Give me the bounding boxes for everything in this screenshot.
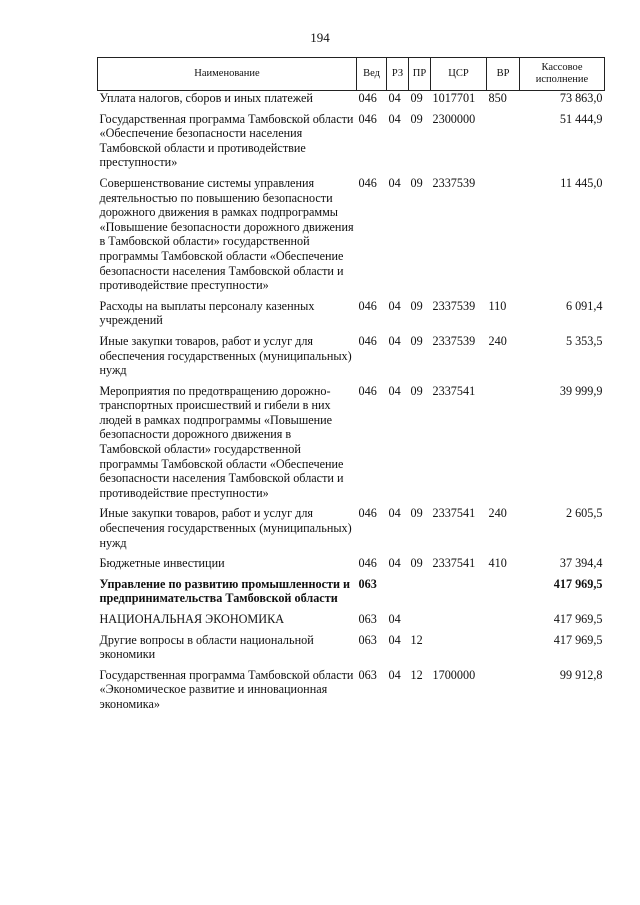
cell-vr: 240 bbox=[488, 333, 507, 348]
cell-vr: 850 bbox=[488, 91, 507, 105]
cell-vr bbox=[487, 170, 520, 293]
cell-ved: 046 bbox=[358, 298, 377, 313]
cell-name: Другие вопросы в области национальной экономики bbox=[99, 632, 314, 662]
cell-csr: 2337539 bbox=[432, 333, 476, 348]
cell-amount: 11 445,0 bbox=[560, 175, 603, 190]
header-pr: ПР bbox=[409, 58, 431, 91]
cell-amount: 417 969,5 bbox=[553, 632, 603, 647]
table-header-row bbox=[98, 58, 605, 91]
cell-rz: 04 bbox=[388, 667, 401, 682]
cell-vr: 410 bbox=[488, 556, 507, 571]
cell-amount: 5 353,5 bbox=[565, 333, 603, 348]
cell-ved: 063 bbox=[358, 632, 377, 647]
cell-ved: 046 bbox=[358, 383, 377, 398]
cell-vr bbox=[487, 627, 520, 662]
cell-name: Совершенствование системы управления деятельностью по повышению безопасности дорожного движения в рамках подпрограммы «Повышение безопасности дорожного движения в Тамбовской области» государственной программы Тамбовской области «Обеспечение безопасности населения Тамбовской области и противодействие преступности» bbox=[99, 175, 354, 293]
cell-ved: 063 bbox=[358, 667, 377, 682]
cell-vr bbox=[487, 106, 520, 170]
table-row bbox=[98, 550, 605, 571]
cell-rz: 04 bbox=[388, 383, 401, 398]
cell-rz: 04 bbox=[388, 91, 401, 105]
cell-name: Мероприятия по предотвращению дорожно-транспортных происшествий и гибели в них людей в рамках подпрограммы «Повышение безопасности дорожного движения в Тамбовской области» государственной программы Тамбовской области «Обеспечение безопасности населения Тамбовской области и противодействие преступности» bbox=[99, 383, 344, 500]
budget-table bbox=[97, 57, 605, 712]
table-row bbox=[98, 91, 605, 106]
cell-name: Уплата налогов, сборов и иных платежей bbox=[99, 91, 313, 105]
cell-name: Иные закупки товаров, работ и услуг для обеспечения государственных (муниципальных) нужд bbox=[99, 333, 352, 378]
cell-csr: 2337541 bbox=[432, 506, 476, 521]
cell-pr: 09 bbox=[410, 91, 423, 105]
cell-amount: 99 912,8 bbox=[559, 667, 603, 682]
cell-name: Управление по развитию промышленности и предпринимательства Тамбовской области bbox=[99, 576, 351, 606]
cell-pr: 09 bbox=[410, 111, 423, 126]
cell-amount: 39 999,9 bbox=[559, 383, 603, 398]
cell-amount: 51 444,9 bbox=[559, 111, 603, 126]
cell-csr: 2337541 bbox=[432, 556, 476, 571]
cell-amount: 37 394,4 bbox=[559, 556, 603, 571]
header-amount: Кассовое исполнение bbox=[520, 58, 605, 91]
cell-name: Государственная программа Тамбовской области «Обеспечение безопасности населения Тамбовской области и противодействие преступности» bbox=[99, 111, 354, 170]
cell-pr bbox=[409, 606, 431, 627]
table-row bbox=[98, 662, 605, 712]
cell-amount: 417 969,5 bbox=[553, 612, 603, 626]
header-rz: РЗ bbox=[387, 58, 409, 91]
table-row bbox=[98, 170, 605, 293]
table-row bbox=[98, 627, 605, 662]
cell-pr: 09 bbox=[410, 506, 423, 521]
cell-ved: 046 bbox=[358, 175, 377, 190]
cell-ved: 046 bbox=[358, 556, 377, 571]
cell-pr bbox=[409, 571, 431, 606]
cell-ved: 046 bbox=[358, 506, 377, 521]
cell-name: Иные закупки товаров, работ и услуг для обеспечения государственных (муниципальных) нужд bbox=[99, 506, 352, 550]
table-body bbox=[98, 91, 605, 712]
cell-rz: 04 bbox=[388, 175, 401, 190]
cell-ved: 046 bbox=[358, 111, 377, 126]
table-row bbox=[98, 328, 605, 378]
header-ved: Вед bbox=[357, 58, 387, 91]
cell-rz: 04 bbox=[388, 298, 401, 313]
cell-amount: 6 091,4 bbox=[565, 298, 603, 313]
cell-csr: 1017701 bbox=[432, 91, 476, 105]
header-vr: ВР bbox=[487, 58, 520, 91]
header-csr: ЦСР bbox=[431, 58, 487, 91]
cell-name: НАЦИОНАЛЬНАЯ ЭКОНОМИКА bbox=[99, 612, 284, 626]
cell-amount: 417 969,5 bbox=[553, 576, 603, 591]
cell-vr bbox=[487, 662, 520, 712]
page-number: 194 bbox=[310, 30, 330, 45]
cell-pr: 09 bbox=[410, 298, 423, 313]
cell-rz: 04 bbox=[388, 111, 401, 126]
cell-vr: 240 bbox=[488, 506, 507, 521]
cell-rz: 04 bbox=[388, 506, 401, 521]
cell-ved: 063 bbox=[358, 612, 377, 626]
table-row bbox=[98, 106, 605, 170]
cell-amount: 73 863,0 bbox=[559, 91, 603, 105]
table-row bbox=[98, 378, 605, 501]
cell-rz: 04 bbox=[388, 333, 401, 348]
cell-rz: 04 bbox=[388, 632, 401, 647]
cell-rz: 04 bbox=[388, 556, 401, 571]
cell-csr: 2300000 bbox=[432, 111, 476, 126]
cell-pr: 09 bbox=[410, 556, 423, 571]
table-row bbox=[98, 293, 605, 328]
header-name: Наименование bbox=[98, 58, 357, 91]
cell-vr bbox=[487, 378, 520, 501]
cell-csr: 2337539 bbox=[432, 298, 476, 313]
cell-pr: 09 bbox=[410, 383, 423, 398]
cell-ved: 063 bbox=[358, 576, 377, 591]
cell-ved: 046 bbox=[358, 91, 377, 105]
table-row bbox=[98, 500, 605, 550]
cell-csr bbox=[431, 627, 487, 662]
cell-ved: 046 bbox=[358, 333, 377, 348]
cell-csr bbox=[431, 606, 487, 627]
cell-pr: 12 bbox=[410, 667, 423, 682]
cell-pr: 09 bbox=[410, 175, 423, 190]
cell-csr bbox=[431, 571, 487, 606]
cell-name: Государственная программа Тамбовской области «Экономическое развитие и инновационная экономика» bbox=[99, 667, 354, 711]
cell-name: Бюджетные инвестиции bbox=[99, 556, 225, 571]
cell-name: Расходы на выплаты персоналу казенных учреждений bbox=[99, 298, 315, 328]
table-row bbox=[98, 571, 605, 606]
cell-csr: 2337539 bbox=[432, 175, 476, 190]
cell-vr: 110 bbox=[488, 298, 507, 313]
cell-pr: 09 bbox=[410, 333, 423, 348]
cell-pr: 12 bbox=[410, 632, 423, 647]
cell-vr bbox=[487, 606, 520, 627]
cell-csr: 1700000 bbox=[432, 667, 476, 682]
cell-csr: 2337541 bbox=[432, 383, 476, 398]
cell-vr bbox=[487, 571, 520, 606]
cell-amount: 2 605,5 bbox=[565, 506, 603, 521]
cell-rz bbox=[387, 571, 409, 606]
table-row bbox=[98, 606, 605, 627]
cell-rz: 04 bbox=[388, 612, 401, 626]
